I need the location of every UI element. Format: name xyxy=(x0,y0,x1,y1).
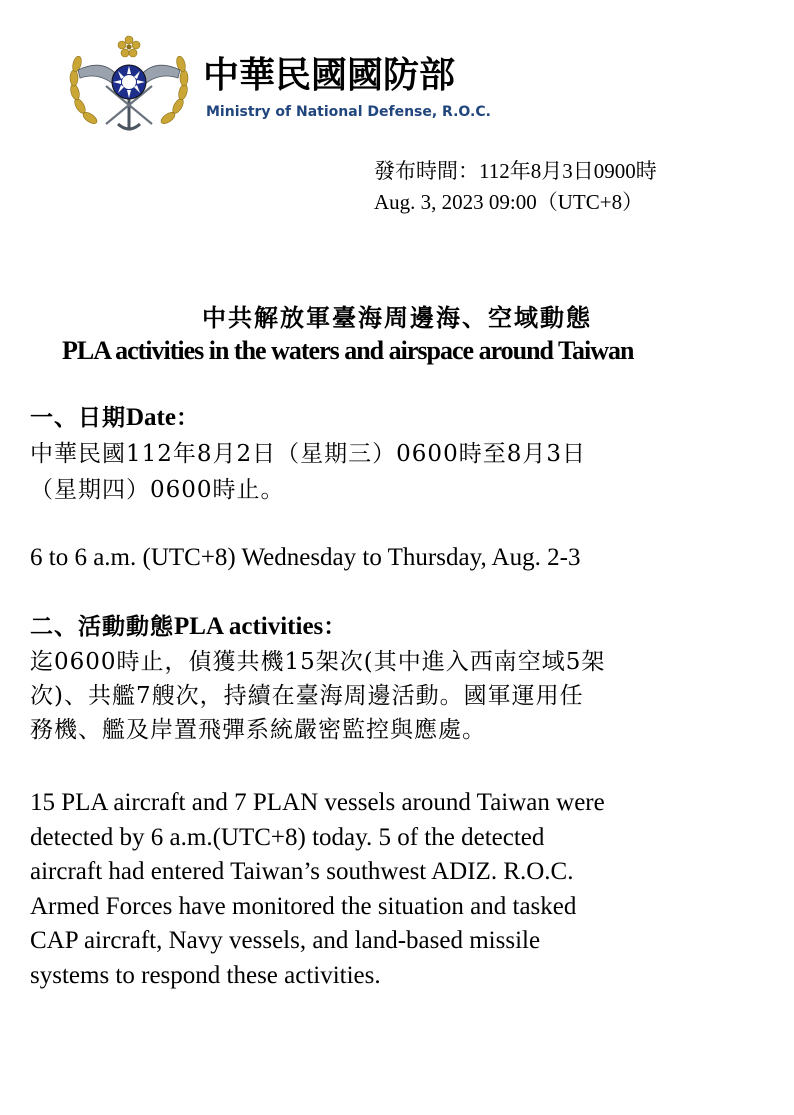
activity-en-line-2: detected by 6 a.m.(UTC+8) today. 5 of the detected xyxy=(30,823,545,851)
mnd-emblem-icon xyxy=(58,28,200,140)
release-time-en: Aug. 3, 2023 09:00（UTC+8） xyxy=(374,190,644,214)
date-en: 6 to 6 a.m. (UTC+8) Wednesday to Thursday, Aug. 2-3 xyxy=(30,544,581,571)
org-name-en: Ministry of National Defense, R.O.C. xyxy=(206,104,491,120)
activity-zh-line-1: 迄0600時止，偵獲共機15架次(其中進入西南空域5架 xyxy=(30,649,606,675)
section-date-heading-colon: ： xyxy=(175,404,200,431)
activity-en-paragraph xyxy=(30,786,605,993)
release-time xyxy=(374,156,657,218)
activity-zh-line-2: 次)、共艦7艘次，持續在臺海周邊活動。國軍運用任 xyxy=(30,683,584,709)
date-zh-line-2: （星期四）0600時止。 xyxy=(30,477,285,503)
section-activities-heading-colon: ： xyxy=(323,613,348,640)
page-title-zh: 中共解放軍臺海周邊海、空域動態 xyxy=(202,303,592,332)
activity-en-line-1: 15 PLA aircraft and 7 PLAN vessels around Taiwan were xyxy=(30,789,605,816)
org-name-zh: 中華民國國防部 xyxy=(203,55,456,96)
page-title-en: PLA activities in the waters and airspace around Taiwan xyxy=(62,336,634,365)
release-time-zh: 發布時間：112年8月3日0900時 xyxy=(374,159,657,183)
activity-zh-line-3: 務機、艦及岸置飛彈系統嚴密監控與應處。 xyxy=(30,717,486,743)
section-date-heading-zh: 一、日期 xyxy=(30,404,126,431)
section-date-heading xyxy=(30,402,200,434)
section-activities-heading-en: PLA activities xyxy=(174,613,324,640)
date-zh-line-1: 中華民國112年8月2日（星期三）0600時至8月3日 xyxy=(30,441,586,467)
activity-en-line-3: aircraft had entered Taiwan’s southwest ADIZ. R.O.C. xyxy=(30,858,574,885)
section-activities-heading-zh: 二、活動動態 xyxy=(30,613,174,640)
activity-en-line-4: Armed Forces have monitored the situation and tasked xyxy=(30,892,577,920)
section-activities-heading xyxy=(30,611,347,643)
activity-en-line-5: CAP aircraft, Navy vessels, and land-based missile xyxy=(30,927,541,954)
activity-en-line-6: systems to respond these activities. xyxy=(30,961,381,989)
section-date-heading-en: Date xyxy=(126,404,176,431)
